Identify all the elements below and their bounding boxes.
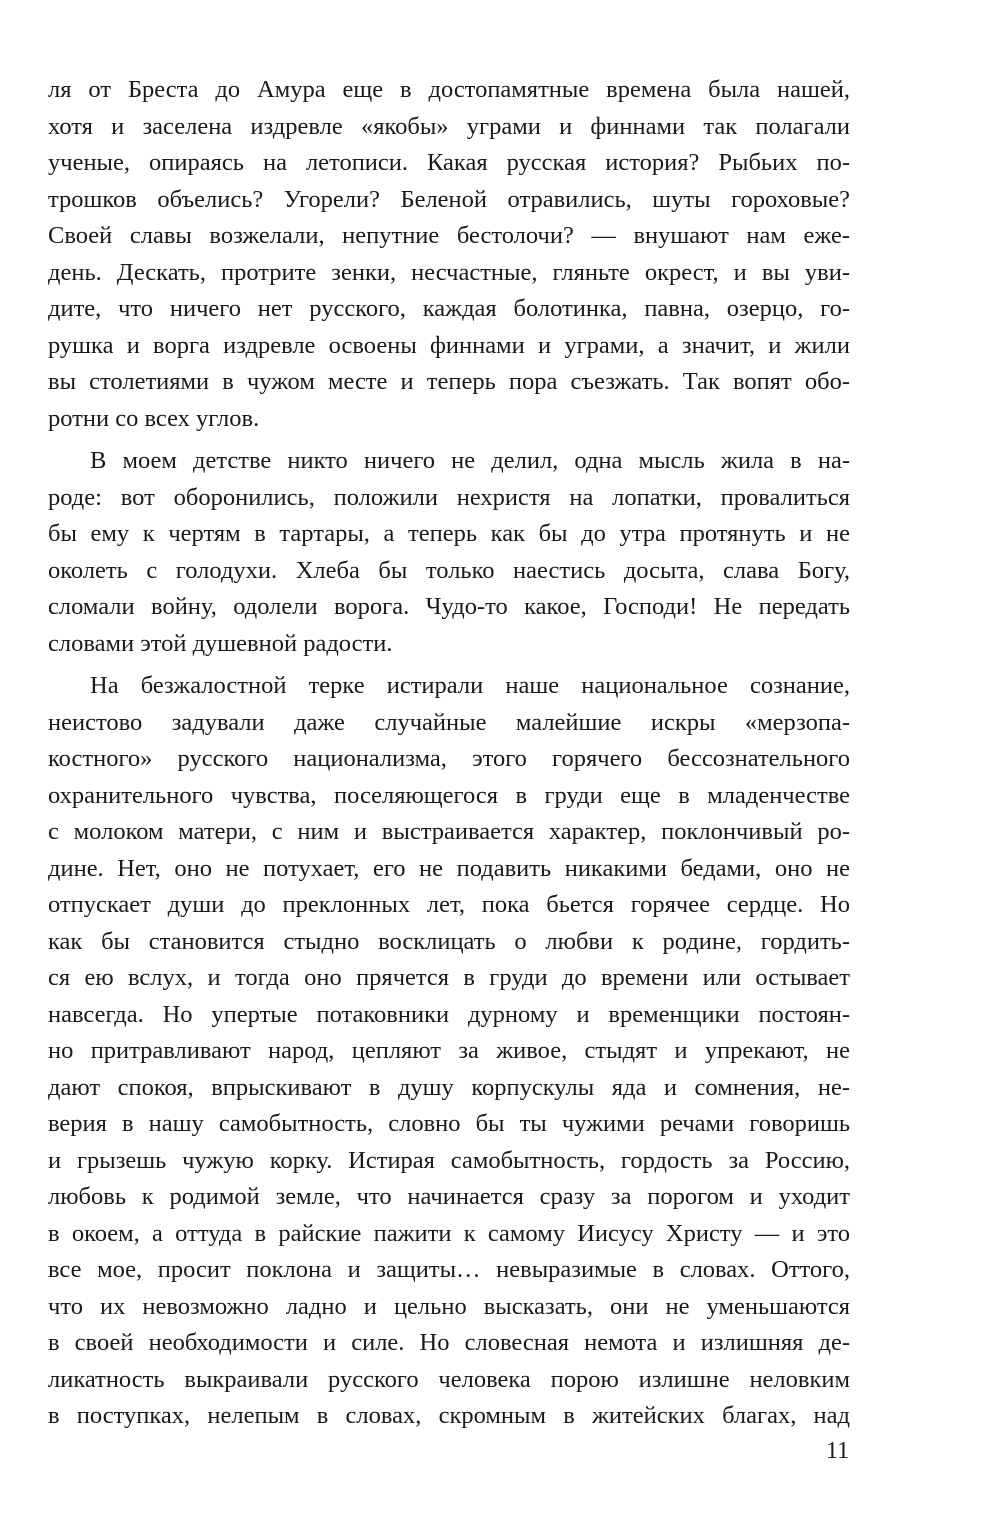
paragraph	[48, 72, 850, 437]
text-line: ротни со всех углов.	[48, 404, 260, 432]
paragraph	[48, 668, 850, 1435]
text-line: рушка и ворга издревле освоены финнами и уграми, а значит, и жили	[48, 331, 850, 359]
text-line: трошков объелись? Угорели? Беленой отравились, шуты гороховые?	[48, 185, 850, 213]
text-line: костного» русского национализма, этого горячего бессознательного	[48, 745, 850, 772]
text-line: околеть с голодухи. Хлеба бы только наестись досыта, слава Богу,	[48, 556, 850, 584]
text-line: ля от Бреста до Амура еще в достопамятные времена была нашей,	[48, 76, 850, 103]
text-line: дают спокоя, впрыскивают в душу корпускулы яда и сомнения, не-	[48, 1073, 850, 1101]
text-line: вы столетиями в чужом месте и теперь пора съезжать. Так вопят обо-	[48, 368, 850, 395]
text-line: что их невозможно ладно и цельно высказать, они не уменьшаются	[48, 1292, 850, 1320]
text-line: В моем детстве никто ничего не делил, одна мысль жила в на-	[90, 447, 850, 474]
text-line: сломали войну, одолели ворога. Чудо-то какое, Господи! Не передать	[48, 593, 850, 620]
text-line: неистово задували даже случайные малейшие искры «мерзопа-	[48, 708, 850, 736]
text-line: Своей славы возжелали, непутние бестолочи? — внушают нам еже-	[48, 222, 850, 249]
text-line: все мое, просит поклона и защиты… невыразимые в словах. Оттого,	[48, 1256, 850, 1283]
text-line: день. Дескать, протрите зенки, несчастные, гляньте окрест, и вы уви-	[48, 258, 850, 286]
text-line: ученые, опираясь на летописи. Какая русская история? Рыбьих по-	[48, 149, 850, 176]
text-line: ся ею вслух, и тогда оно прячется в груди до времени или остывает	[48, 964, 850, 991]
text-line: дите, что ничего нет русского, каждая болотинка, павна, озерцо, го-	[48, 295, 850, 322]
text-line: ликатность выкраивали русского человека порою излишне неловким	[48, 1365, 850, 1393]
text-line: любовь к родимой земле, что начинается сразу за порогом и уходит	[48, 1183, 850, 1210]
text-line: роде: вот оборонились, положили нехристя на лопатки, провалиться	[48, 483, 850, 511]
text-line: верия в нашу самобытность, словно бы ты чужими речами говоришь	[48, 1110, 850, 1137]
text-line: словами этой душевной радости.	[48, 629, 393, 657]
text-line: бы ему к чертям в тартары, а теперь как бы до утра протянуть и не	[48, 520, 850, 547]
text-line: с молоком матери, с ним и выстраивается характер, поклончивый ро-	[48, 818, 850, 845]
text-line: в окоем, а оттуда в райские пажити к самому Иисусу Христу — и это	[48, 1219, 850, 1247]
text-line: На безжалостной терке истирали наше национальное сознание,	[90, 672, 850, 699]
text-line: как бы становится стыдно восклицать о любви к родине, гордить-	[48, 927, 850, 955]
paragraph	[48, 443, 850, 662]
text-line: дине. Нет, оно не потухает, его не подавить никакими бедами, оно не	[48, 854, 850, 882]
text-line: в своей необходимости и силе. Но словесная немота и излишняя де-	[48, 1329, 850, 1356]
text-line: хотя и заселена издревле «якобы» уграми и финнами так полагали	[48, 112, 850, 140]
text-line: охранительного чувства, поселяющегося в груди еще в младенчестве	[48, 781, 850, 809]
text-line: отпускает души до преклонных лет, пока бьется горячее сердце. Но	[48, 891, 850, 918]
text-line: и грызешь чужую корку. Истирая самобытность, гордость за Россию,	[48, 1146, 850, 1174]
page-number: 11	[826, 1438, 850, 1464]
text-line: навсегда. Но упертые потаковники дурному и временщики постоян-	[48, 1000, 850, 1028]
text-line: в поступках, нелепым в словах, скромным в житейских благах, над	[48, 1402, 850, 1429]
text-line: но притравливают народ, цепляют за живое, стыдят и упрекают, не	[48, 1037, 850, 1064]
page-body	[48, 72, 850, 1435]
